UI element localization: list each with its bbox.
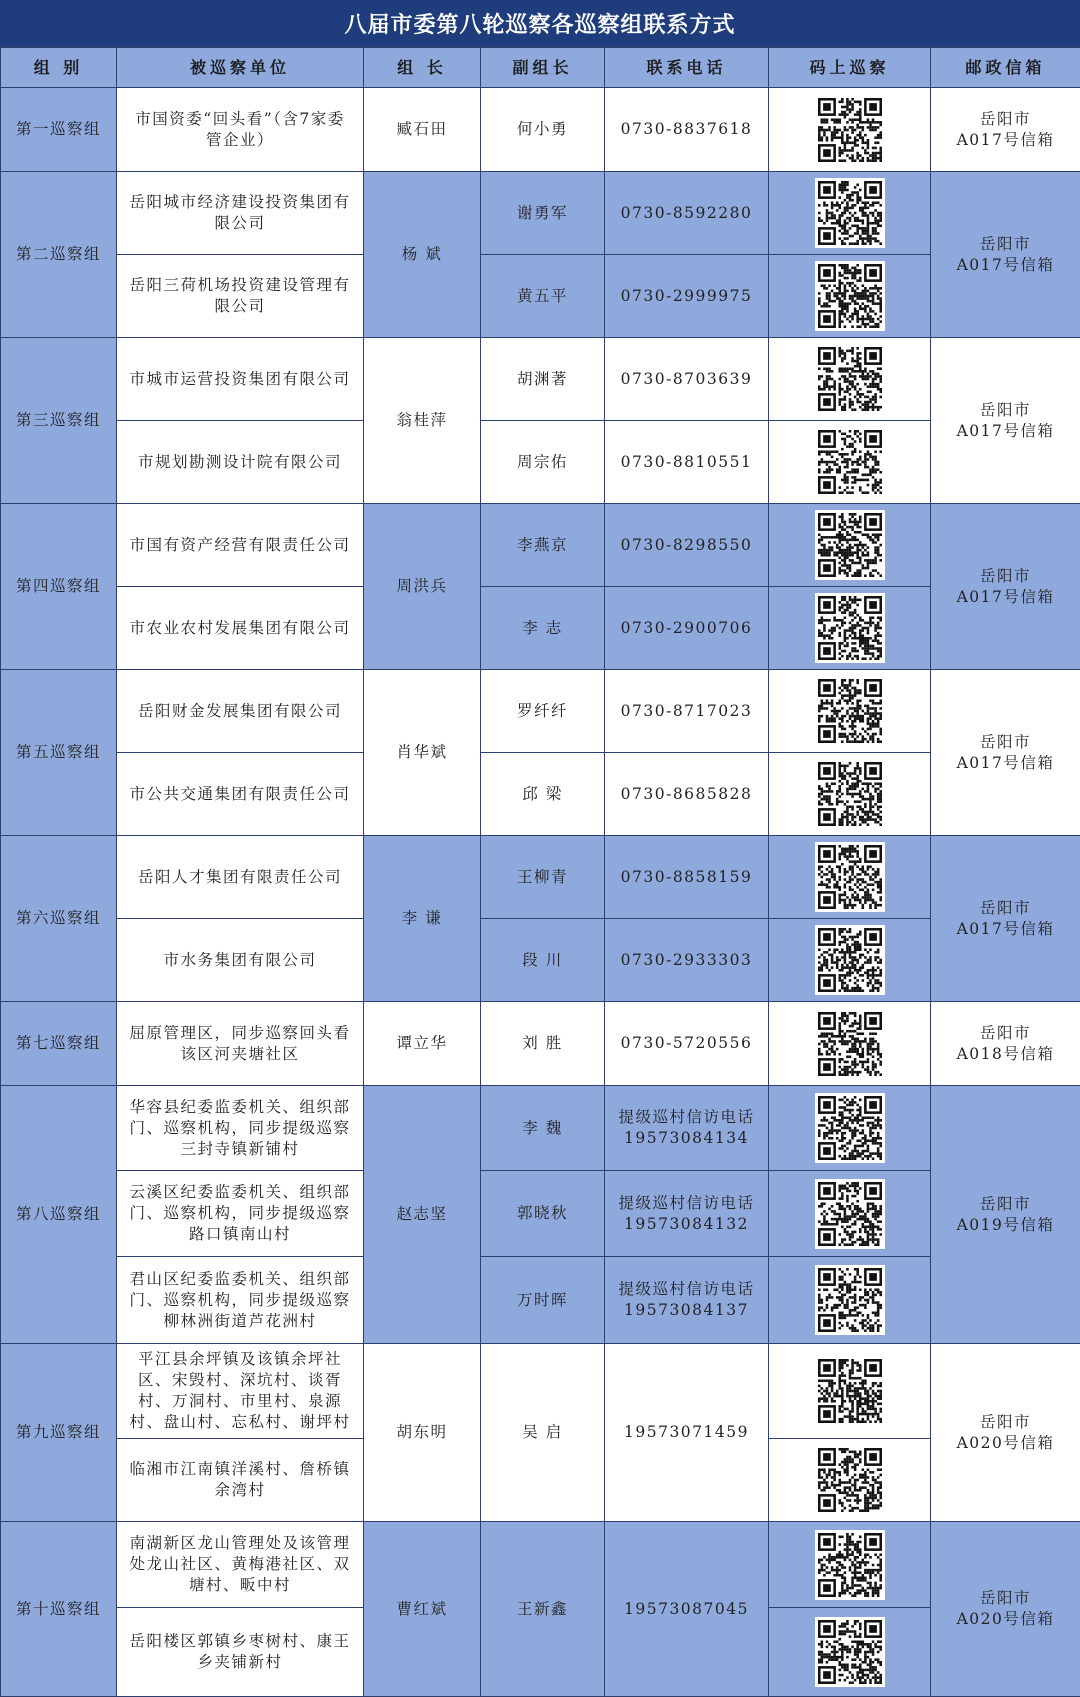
qr-cell bbox=[768, 1521, 931, 1608]
deputy-leader: 李燕京 bbox=[480, 503, 605, 587]
audited-unit: 华容县纪委监委机关、组织部门、巡察机构，同步提级巡察三封寺镇新铺村 bbox=[116, 1085, 364, 1171]
qr-cell bbox=[768, 752, 931, 836]
qr-cell bbox=[768, 1256, 931, 1344]
audited-unit: 市规划勘测设计院有限公司 bbox=[116, 420, 364, 504]
qr-cell bbox=[768, 171, 931, 255]
deputy-leader: 黄五平 bbox=[480, 254, 605, 338]
column-header: 联系电话 bbox=[604, 47, 769, 88]
qr-code-icon[interactable] bbox=[815, 344, 885, 414]
phone-number: 0730-8298550 bbox=[604, 503, 769, 587]
deputy-leader: 刘 胜 bbox=[480, 1001, 605, 1086]
qr-code-icon[interactable] bbox=[815, 925, 885, 995]
group-leader: 谭立华 bbox=[363, 1001, 481, 1086]
group-name: 第三巡察组 bbox=[0, 337, 117, 504]
deputy-leader: 万时晖 bbox=[480, 1256, 605, 1344]
audited-unit: 市城市运营投资集团有限公司 bbox=[116, 337, 364, 421]
mailbox: 岳阳市 A019号信箱 bbox=[930, 1085, 1080, 1344]
qr-code-icon[interactable] bbox=[815, 1009, 885, 1079]
qr-code-icon[interactable] bbox=[815, 261, 885, 331]
qr-cell bbox=[768, 87, 931, 172]
group-name: 第五巡察组 bbox=[0, 669, 117, 836]
qr-cell bbox=[768, 1170, 931, 1257]
qr-cell bbox=[768, 254, 931, 338]
group-leader: 臧石田 bbox=[363, 87, 481, 172]
audited-unit: 南湖新区龙山管理处及该管理处龙山社区、黄梅港社区、双塘村、畈中村 bbox=[116, 1521, 364, 1608]
group-leader: 肖华斌 bbox=[363, 669, 481, 836]
qr-cell bbox=[768, 503, 931, 587]
audited-unit: 君山区纪委监委机关、组织部门、巡察机构，同步提级巡察柳林洲街道芦花洲村 bbox=[116, 1256, 364, 1344]
deputy-leader: 李 志 bbox=[480, 586, 605, 670]
column-header: 被巡察单位 bbox=[116, 47, 364, 88]
page-title: 八届市委第八轮巡察各巡察组联系方式 bbox=[0, 0, 1080, 47]
phone-number: 0730-8703639 bbox=[604, 337, 769, 421]
qr-code-icon[interactable] bbox=[815, 1445, 885, 1515]
deputy-leader: 吴 启 bbox=[480, 1343, 605, 1522]
phone-number: 0730-8592280 bbox=[604, 171, 769, 255]
audited-unit: 平江县余坪镇及该镇余坪社区、宋毁村、深坑村、谈胥村、万洞村、市里村、泉源村、盘山村、忘私村、谢坪村 bbox=[116, 1343, 364, 1439]
group-name: 第一巡察组 bbox=[0, 87, 117, 172]
deputy-leader: 郭晓秋 bbox=[480, 1170, 605, 1257]
audited-unit: 市国资委“回头看”（含7家委管企业） bbox=[116, 87, 364, 172]
qr-code-icon[interactable] bbox=[815, 427, 885, 497]
qr-code-icon[interactable] bbox=[815, 178, 885, 248]
qr-cell bbox=[768, 1343, 931, 1439]
mailbox: 岳阳市 A020号信箱 bbox=[930, 1521, 1080, 1697]
deputy-leader: 何小勇 bbox=[480, 87, 605, 172]
phone-number: 0730-2900706 bbox=[604, 586, 769, 670]
phone-number: 19573071459 bbox=[604, 1343, 769, 1522]
mailbox: 岳阳市 A018号信箱 bbox=[930, 1001, 1080, 1086]
qr-code-icon[interactable] bbox=[815, 759, 885, 829]
qr-cell bbox=[768, 1607, 931, 1697]
group-name: 第十巡察组 bbox=[0, 1521, 117, 1697]
qr-cell bbox=[768, 586, 931, 670]
phone-number: 19573087045 bbox=[604, 1521, 769, 1697]
audited-unit: 岳阳城市经济建设投资集团有限公司 bbox=[116, 171, 364, 255]
deputy-leader: 王柳青 bbox=[480, 835, 605, 919]
qr-code-icon[interactable] bbox=[815, 1530, 885, 1600]
qr-code-icon[interactable] bbox=[815, 510, 885, 580]
audited-unit: 市国有资产经营有限责任公司 bbox=[116, 503, 364, 587]
phone-number: 0730-8717023 bbox=[604, 669, 769, 753]
column-header: 邮政信箱 bbox=[930, 47, 1080, 88]
group-leader: 胡东明 bbox=[363, 1343, 481, 1522]
qr-cell bbox=[768, 669, 931, 753]
audited-unit: 市公共交通集团有限责任公司 bbox=[116, 752, 364, 836]
qr-cell bbox=[768, 420, 931, 504]
group-leader: 杨 斌 bbox=[363, 171, 481, 338]
qr-code-icon[interactable] bbox=[815, 95, 885, 165]
group-name: 第九巡察组 bbox=[0, 1343, 117, 1522]
deputy-leader: 谢勇军 bbox=[480, 171, 605, 255]
phone-number: 0730-8858159 bbox=[604, 835, 769, 919]
audited-unit: 云溪区纪委监委机关、组织部门、巡察机构，同步提级巡察路口镇南山村 bbox=[116, 1170, 364, 1257]
deputy-leader: 周宗佑 bbox=[480, 420, 605, 504]
group-leader: 赵志坚 bbox=[363, 1085, 481, 1344]
group-name: 第六巡察组 bbox=[0, 835, 117, 1002]
phone-number: 0730-8810551 bbox=[604, 420, 769, 504]
group-name: 第二巡察组 bbox=[0, 171, 117, 338]
audited-unit: 临湘市江南镇洋溪村、詹桥镇余湾村 bbox=[116, 1438, 364, 1522]
audited-unit: 岳阳人才集团有限责任公司 bbox=[116, 835, 364, 919]
mailbox: 岳阳市 A017号信箱 bbox=[930, 337, 1080, 504]
phone-number: 0730-2999975 bbox=[604, 254, 769, 338]
group-name: 第七巡察组 bbox=[0, 1001, 117, 1086]
phone-number: 提级巡村信访电话 19573084134 bbox=[604, 1085, 769, 1171]
qr-cell bbox=[768, 918, 931, 1002]
qr-code-icon[interactable] bbox=[815, 593, 885, 663]
qr-cell bbox=[768, 835, 931, 919]
group-leader: 周洪兵 bbox=[363, 503, 481, 670]
audited-unit: 岳阳财金发展集团有限公司 bbox=[116, 669, 364, 753]
qr-code-icon[interactable] bbox=[815, 1179, 885, 1249]
qr-cell bbox=[768, 1001, 931, 1086]
audited-unit: 市水务集团有限公司 bbox=[116, 918, 364, 1002]
mailbox: 岳阳市 A017号信箱 bbox=[930, 171, 1080, 338]
phone-number: 0730-8837618 bbox=[604, 87, 769, 172]
mailbox: 岳阳市 A017号信箱 bbox=[930, 503, 1080, 670]
phone-number: 0730-5720556 bbox=[604, 1001, 769, 1086]
deputy-leader: 邱 梁 bbox=[480, 752, 605, 836]
mailbox: 岳阳市 A017号信箱 bbox=[930, 87, 1080, 172]
deputy-leader: 段 川 bbox=[480, 918, 605, 1002]
qr-code-icon[interactable] bbox=[815, 1265, 885, 1335]
qr-cell bbox=[768, 1085, 931, 1171]
group-name: 第八巡察组 bbox=[0, 1085, 117, 1344]
mailbox: 岳阳市 A017号信箱 bbox=[930, 835, 1080, 1002]
qr-code-icon[interactable] bbox=[815, 1617, 885, 1687]
phone-number: 提级巡村信访电话 19573084137 bbox=[604, 1256, 769, 1344]
deputy-leader: 胡渊著 bbox=[480, 337, 605, 421]
group-leader: 曹红斌 bbox=[363, 1521, 481, 1697]
deputy-leader: 罗纤纤 bbox=[480, 669, 605, 753]
column-header: 组 别 bbox=[0, 47, 117, 88]
qr-code-icon[interactable] bbox=[815, 1093, 885, 1163]
phone-number: 0730-2933303 bbox=[604, 918, 769, 1002]
mailbox: 岳阳市 A020号信箱 bbox=[930, 1343, 1080, 1522]
phone-number: 提级巡村信访电话 19573084132 bbox=[604, 1170, 769, 1257]
mailbox: 岳阳市 A017号信箱 bbox=[930, 669, 1080, 836]
audited-unit: 岳阳楼区郭镇乡枣树村、康王乡夹铺新村 bbox=[116, 1607, 364, 1697]
column-header: 副组长 bbox=[480, 47, 605, 88]
audited-unit: 市农业农村发展集团有限公司 bbox=[116, 586, 364, 670]
phone-number: 0730-8685828 bbox=[604, 752, 769, 836]
qr-code-icon[interactable] bbox=[815, 1356, 885, 1426]
audited-unit: 屈原管理区，同步巡察回头看该区河夹塘社区 bbox=[116, 1001, 364, 1086]
deputy-leader: 李 魏 bbox=[480, 1085, 605, 1171]
qr-code-icon[interactable] bbox=[815, 676, 885, 746]
deputy-leader: 王新鑫 bbox=[480, 1521, 605, 1697]
group-leader: 翁桂萍 bbox=[363, 337, 481, 504]
column-header: 组 长 bbox=[363, 47, 481, 88]
column-header: 码上巡察 bbox=[768, 47, 931, 88]
qr-cell bbox=[768, 1438, 931, 1522]
audited-unit: 岳阳三荷机场投资建设管理有限公司 bbox=[116, 254, 364, 338]
qr-cell bbox=[768, 337, 931, 421]
group-name: 第四巡察组 bbox=[0, 503, 117, 670]
qr-code-icon[interactable] bbox=[815, 842, 885, 912]
group-leader: 李 谦 bbox=[363, 835, 481, 1002]
